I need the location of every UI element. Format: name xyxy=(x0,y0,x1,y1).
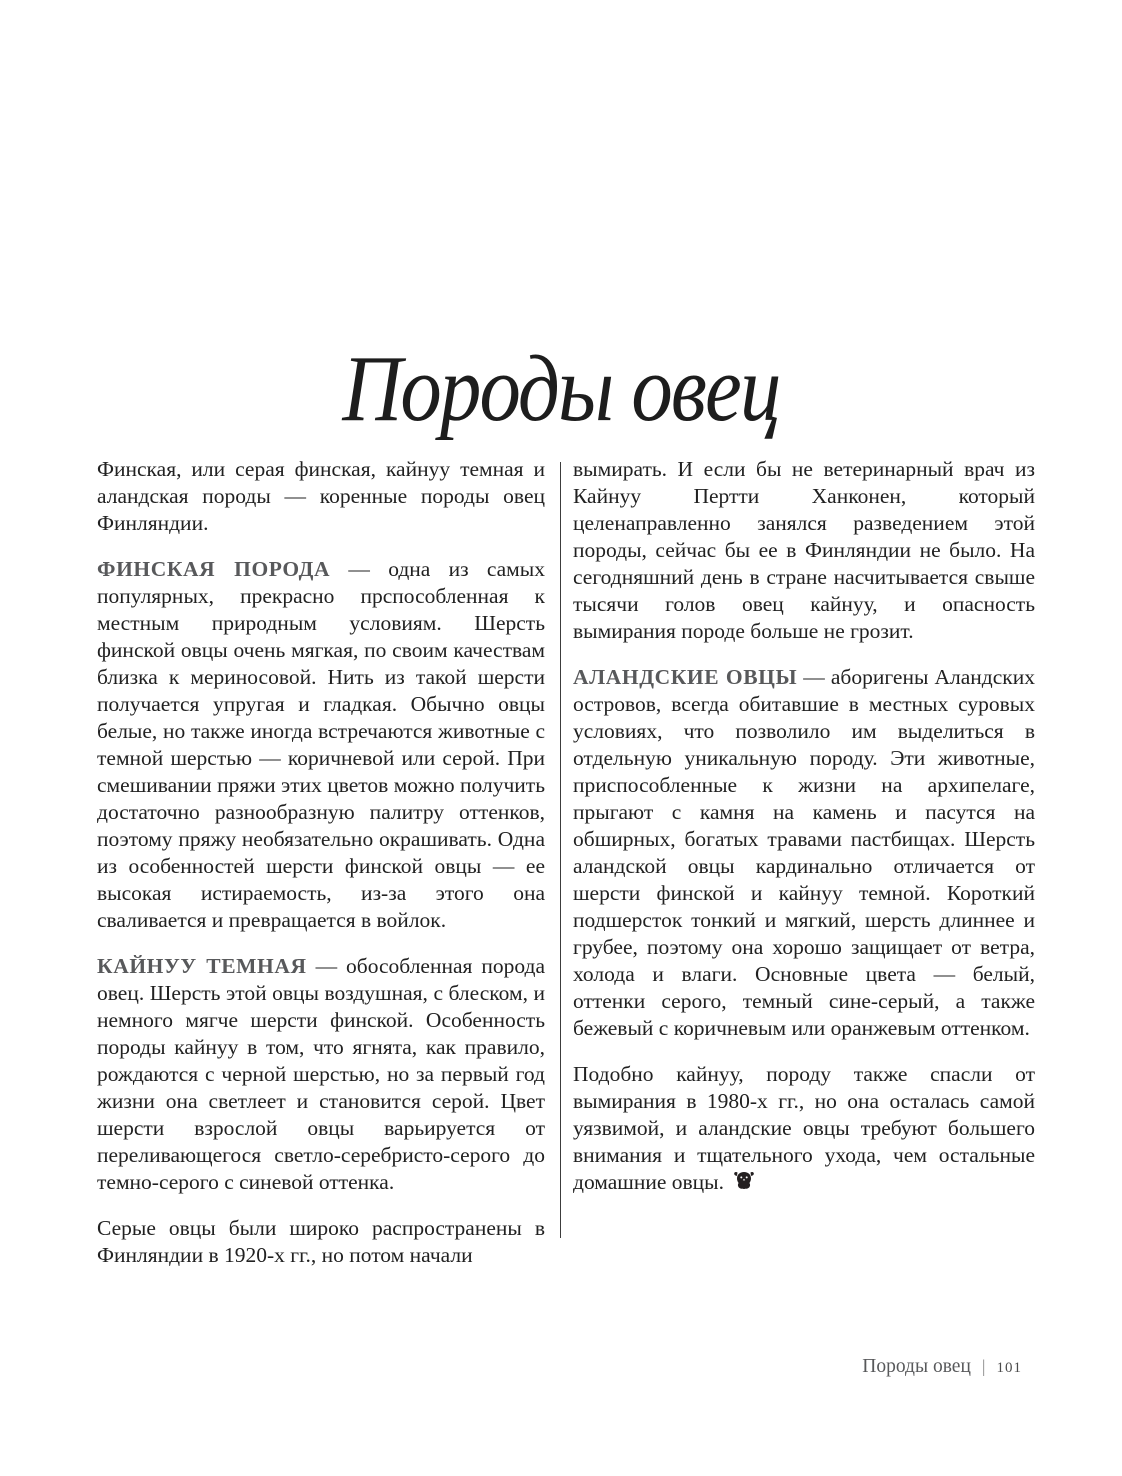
kainuu-breed-paragraph xyxy=(97,953,545,1196)
page-footer xyxy=(862,1356,1022,1378)
intro-paragraph xyxy=(97,456,545,537)
left-column xyxy=(97,456,545,1269)
paragraph-text: — аборигены Аландских островов, всегда обитавшие в местных суровых условиях, что позволило им выделиться в отдельную уникальную породу. Эти животные, приспособленные к жизни на архипелаге, прыгают с камня на камень и пасутся на обширных, богатых травами пастбищах. Шерсть аландской овцы кардинально отличается от шерсти финской и кайнуу темной. Короткий подшерсток тонкий и мягкий, шерсть длиннее и грубее, поэтому она хорошо защищает от ветра, холода и влаги. Основные цвета — белый, оттенки серого, темный сине-серый, а также бежевый с коричневым или оранжевым оттенком. xyxy=(573,665,1035,1040)
paragraph-text: — обособленная порода овец. Шерсть этой овцы воздушная, с блеском, и немного мягче шерсти финской. Особенность породы кайнуу в том, что ягнята, как правило, рождаются с черной шерстью, но за первый год жизни она светлеет и становится серой. Цвет шерсти взрослой овцы варьируется от переливающегося светло-серебристо-серого до темно-серого с синевой оттенка. xyxy=(97,954,545,1194)
grey-sheep-paragraph xyxy=(97,1215,545,1269)
page-title: Породы овец xyxy=(342,337,780,441)
sheep-icon xyxy=(733,1171,755,1198)
column-divider xyxy=(560,462,561,1238)
kainuu-continued-paragraph xyxy=(573,456,1035,645)
paragraph-text: Подобно кайнуу, породу также спасли от вымирания в 1980-х гг., но она осталась самой уязвимой, и аландские овцы требуют большего внимания и тщательного ухода, чем остальные домашние овцы. xyxy=(573,1062,1035,1194)
paragraph-text: вымирать. И если бы не ветеринарный врач из Кайнуу Пертти Ханконен, который целенаправленно занялся разведением этой породы, сейчас бы ее в Финляндии не было. На сегодняшний день в стране насчитывается свыше тысячи голов овец кайнуу, и опасность вымирания породе больше не грозит. xyxy=(573,457,1035,643)
paragraph-lead: КАЙНУУ ТЕМНАЯ xyxy=(97,954,307,978)
paragraph-lead: ФИНСКАЯ ПОРОДА xyxy=(97,557,331,581)
footer-chapter-label: Породы овец xyxy=(862,1356,971,1377)
aland-breed-paragraph xyxy=(573,664,1035,1042)
paragraph-text: Финская, или серая финская, кайнуу темная и аландская породы — коренные породы овец Финляндии. xyxy=(97,457,545,535)
paragraph-text: — одна из самых популярных, прекрасно прспособленная к местным природным условиям. Шерсть финской овцы очень мягкая, по своим качествам близка к мериносовой. Нить из такой шерсти получается упругая и гладкая. Обычно овцы белые, но также иногда встречаются животные с темной шерстью — коричневой или серой. При смешивании пряжи этих цветов можно получить достаточно разнообразную палитру оттенков, поэтому пряжу необязательно окрашивать. Одна из особенностей шерсти финской овцы — ее высокая истираемость, из-за этого она сваливается и превращается в войлок. xyxy=(97,557,545,932)
right-column xyxy=(573,456,1035,1196)
paragraph-lead: АЛАНДСКИЕ ОВЦЫ xyxy=(573,665,798,689)
paragraph-text: Серые овцы были широко распространены в Финляндии в 1920-х гг., но потом начали xyxy=(97,1216,545,1267)
finnish-breed-paragraph xyxy=(97,556,545,934)
aland-closing-paragraph xyxy=(573,1061,1035,1196)
footer-separator: | xyxy=(981,1356,986,1376)
footer-page-number: 101 xyxy=(996,1360,1022,1376)
